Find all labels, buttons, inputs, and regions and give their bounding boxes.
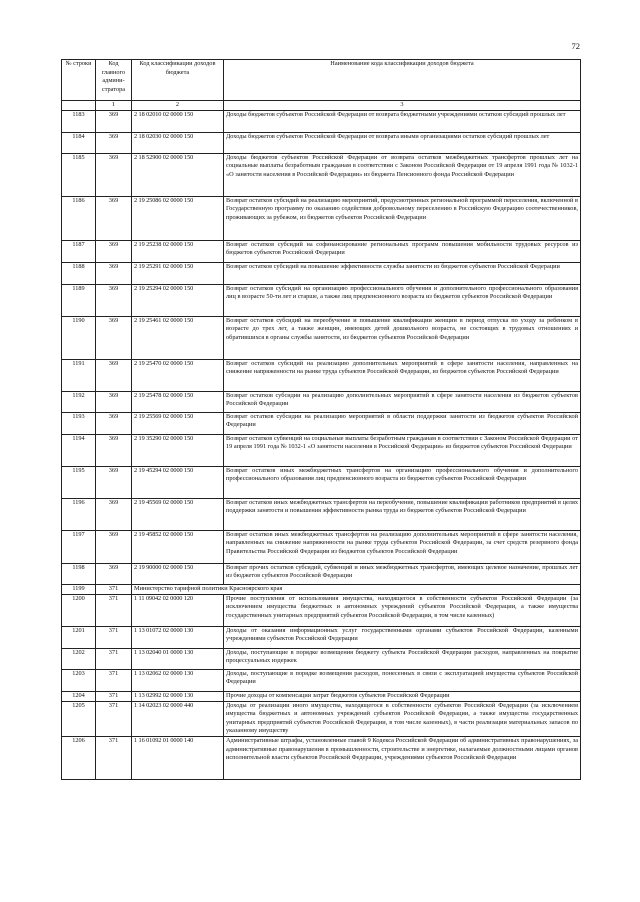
row-number: 1185 (62, 153, 96, 196)
classification-code: 2 19 25569 02 0000 150 (132, 412, 224, 434)
table-row (62, 391, 581, 412)
column-index-row (62, 101, 581, 111)
row-number: 1186 (62, 196, 96, 240)
row-number: 1192 (62, 391, 96, 412)
classification-code: 2 19 25461 02 0000 150 (132, 316, 224, 359)
admin-code: 369 (96, 153, 132, 196)
table-row (62, 701, 581, 736)
table-header-row (62, 60, 581, 101)
header-row-number: № строки (62, 60, 96, 101)
row-number: 1206 (62, 736, 96, 779)
admin-code: 369 (96, 132, 132, 153)
table-row (62, 359, 581, 391)
table-row (62, 648, 581, 669)
column-index: 1 (96, 101, 132, 111)
table-row (62, 530, 581, 563)
classification-name: Возврат остатков субсидий на реализацию дополнительных мероприятий в сфере занятости населения, направленных на снижение напряженности на рынке труда субъектов Российской Федерации, из бюджетов субъектов Российской Федерации (224, 359, 581, 391)
table-row (62, 196, 581, 240)
row-number: 1197 (62, 530, 96, 563)
admin-code: 371 (96, 701, 132, 736)
admin-code: 369 (96, 196, 132, 240)
page-number: 72 (571, 41, 580, 51)
table-row (62, 669, 581, 691)
admin-code: 369 (96, 530, 132, 563)
admin-code: 371 (96, 691, 132, 701)
classification-code: 1 14 02023 02 0000 440 (132, 701, 224, 736)
row-number: 1198 (62, 563, 96, 584)
row-number: 1193 (62, 412, 96, 434)
classification-code: 2 19 25470 02 0000 150 (132, 359, 224, 391)
row-number: 1191 (62, 359, 96, 391)
admin-code: 369 (96, 412, 132, 434)
classification-code: 2 19 45852 02 0000 150 (132, 530, 224, 563)
admin-code: 371 (96, 669, 132, 691)
agency-name: Министерство тарифной политики Красноярского края (132, 584, 581, 594)
classification-code: 2 18 02010 02 0000 150 (132, 110, 224, 132)
admin-code: 371 (96, 736, 132, 779)
classification-code: 2 19 90000 02 0000 150 (132, 563, 224, 584)
row-number: 1183 (62, 110, 96, 132)
row-number: 1196 (62, 498, 96, 530)
classification-code: 2 19 25478 02 0000 150 (132, 391, 224, 412)
row-number: 1200 (62, 594, 96, 626)
row-number: 1199 (62, 584, 96, 594)
header-admin-code: Код главного админи-стратора (96, 60, 132, 101)
row-number: 1204 (62, 691, 96, 701)
table-row (62, 110, 581, 132)
admin-code: 369 (96, 498, 132, 530)
classification-name: Возврат остатков субсидий на реализацию мероприятий, предусмотренных региональной программой переселения, включенной в Государственную программу по оказанию содействия добровольному переселению в Российскую Федерацию соотечественников, проживающих за рубежом, из бюджетов субъектов Российской Федерации (224, 196, 581, 240)
table-body (62, 110, 581, 779)
table-row (62, 153, 581, 196)
classification-code: 1 11 09042 02 0000 120 (132, 594, 224, 626)
header-classification-name: Наименование кода классификации доходов бюджета (224, 60, 581, 101)
row-number: 1187 (62, 240, 96, 262)
table-row (62, 284, 581, 316)
admin-code: 371 (96, 626, 132, 648)
classification-name: Прочие поступления от использования имущества, находящегося в собственности субъектов Российской Федерации (за исключением имущества бюджетных и автономных учреждений субъектов Российской Федерации, а также имущества государственных унитарных предприятий субъектов Российской Федерации, в том числе казенных) (224, 594, 581, 626)
classification-name: Прочие доходы от компенсации затрат бюджетов субъектов Российской Федерации (224, 691, 581, 701)
table-row (62, 262, 581, 284)
table-row (62, 316, 581, 359)
admin-code: 371 (96, 584, 132, 594)
classification-name: Возврат остатков субсидии на реализацию мероприятий в области поддержки занятости из бюджетов субъектов Российской Федерации (224, 412, 581, 434)
classification-name: Возврат остатков субвенций на социальные выплаты безработным гражданам в соответствии с Законом Российской Федерации от 19 апреля 1991 года № 1032-1 «О занятости населения в Российской Федерации» из бюджетов субъектов Российской Федерации (224, 434, 581, 466)
classification-code: 2 19 45569 02 0000 150 (132, 498, 224, 530)
admin-code: 371 (96, 594, 132, 626)
header-classification-code: Код классификации доходов бюджета (132, 60, 224, 101)
classification-code: 1 13 01072 02 0000 130 (132, 626, 224, 648)
table-row (62, 240, 581, 262)
row-number: 1205 (62, 701, 96, 736)
admin-code: 369 (96, 391, 132, 412)
admin-code: 369 (96, 110, 132, 132)
classification-name: Возврат прочих остатков субсидий, субвенций и иных межбюджетных трансфертов, имеющих целевое назначение, прошлых лет из бюджетов субъектов Российской Федерации (224, 563, 581, 584)
table-row (62, 412, 581, 434)
table-row (62, 736, 581, 779)
classification-name: Возврат остатков иных межбюджетных трансфертов на организацию профессионального обучения и дополнительного профессионального образования лиц предпенсионного возраста из бюджетов субъектов Российской Федерации (224, 466, 581, 498)
classification-code: 2 18 52900 02 0000 150 (132, 153, 224, 196)
row-number: 1195 (62, 466, 96, 498)
classification-code: 2 19 35290 02 0000 150 (132, 434, 224, 466)
row-number: 1201 (62, 626, 96, 648)
classification-code: 1 16 01092 01 0000 140 (132, 736, 224, 779)
admin-code: 369 (96, 466, 132, 498)
admin-code: 369 (96, 563, 132, 584)
table-row (62, 132, 581, 153)
classification-code: 1 13 02992 02 0000 130 (132, 691, 224, 701)
budget-classification-table (61, 59, 581, 780)
classification-name: Возврат остатков субсидий на софинансирование региональных программ повышения мобильности трудовых ресурсов из бюджетов субъектов Российской Федерации (224, 240, 581, 262)
admin-code: 371 (96, 648, 132, 669)
classification-name: Доходы от реализации иного имущества, находящегося в собственности субъектов Российской Федерации (за исключением имущества бюджетных и автономных учреждений субъектов Российской Федерации, а также имущества государственных унитарных предприятий субъектов Российской Федерации, в том числе казенных), в части реализации материальных запасов по указанному имуществу (224, 701, 581, 736)
row-number: 1190 (62, 316, 96, 359)
classification-name: Возврат остатков субсидий на повышение эффективности службы занятости из бюджетов субъектов Российской Федерации (224, 262, 581, 284)
admin-code: 369 (96, 284, 132, 316)
row-number: 1202 (62, 648, 96, 669)
admin-code: 369 (96, 262, 132, 284)
classification-name: Доходы бюджетов субъектов Российской Федерации от возврата бюджетными учреждениями остатков субсидий прошлых лет (224, 110, 581, 132)
row-number: 1194 (62, 434, 96, 466)
column-index: 2 (132, 101, 224, 111)
classification-name: Возврат остатков иных межбюджетных трансфертов на реализацию дополнительных мероприятий в сфере занятости населения, направленных на снижение напряженности на рынке труда субъектов Российской Федерации, за счет средств резервного фонда Правительства Российской Федерации из бюджетов субъектов Российской Федерации (224, 530, 581, 563)
classification-code: 1 13 02062 02 0000 130 (132, 669, 224, 691)
table-row (62, 563, 581, 584)
table-row (62, 466, 581, 498)
table-row (62, 498, 581, 530)
classification-name: Доходы бюджетов субъектов Российской Федерации от возврата иными организациями остатков субсидий прошлых лет (224, 132, 581, 153)
classification-code: 2 19 45294 02 0000 150 (132, 466, 224, 498)
row-number: 1184 (62, 132, 96, 153)
classification-code: 2 19 25086 02 0000 150 (132, 196, 224, 240)
row-number: 1203 (62, 669, 96, 691)
classification-name: Административные штрафы, установленные главой 9 Кодекса Российской Федерации об административных правонарушениях, за административные правонарушения в промышленности, строительстве и энергетике, налагаемые должностными лицами органов исполнительной власти субъектов Российской Федерации, учреждениями субъектов Российской Федерации (224, 736, 581, 779)
classification-name: Доходы от оказания информационных услуг государственными органами субъектов Российской Федерации, казенными учреждениями субъектов Российской Федерации (224, 626, 581, 648)
table-row (62, 626, 581, 648)
classification-name: Возврат остатков иных межбюджетных трансфертов на переобучение, повышение квалификации работников предприятий в целях поддержки занятости и повышения эффективности рынка труда из бюджетов субъектов Российской Федерации (224, 498, 581, 530)
classification-code: 2 19 25238 02 0000 150 (132, 240, 224, 262)
table-row (62, 434, 581, 466)
classification-name: Возврат остатков субсидий на переобучение и повышение квалификации женщин в период отпуска по уходу за ребенком в возрасте до трех лет, а также женщин, имеющих детей дошкольного возраста, не состоящих в трудовых отношениях и обратившихся в органы службы занятости, из бюджетов субъектов Российской Федерации (224, 316, 581, 359)
row-number: 1189 (62, 284, 96, 316)
admin-code: 369 (96, 434, 132, 466)
classification-code: 2 19 25291 02 0000 150 (132, 262, 224, 284)
column-index: 3 (224, 101, 581, 111)
classification-code: 2 19 25294 02 0000 150 (132, 284, 224, 316)
classification-name: Возврат остатков субсидии на реализацию дополнительных мероприятий в сфере занятости населения из бюджетов субъектов Российской Федерации (224, 391, 581, 412)
table-row (62, 691, 581, 701)
table-row (62, 594, 581, 626)
admin-code: 369 (96, 359, 132, 391)
classification-code: 2 18 02030 02 0000 150 (132, 132, 224, 153)
classification-name: Доходы, поступающие в порядке возмещения бюджету субъекта Российской Федерации расходов, направленных на покрытие процессуальных издержек (224, 648, 581, 669)
classification-code: 1 13 02040 01 0000 130 (132, 648, 224, 669)
admin-code: 369 (96, 316, 132, 359)
column-index-empty (62, 101, 96, 111)
classification-name: Возврат остатков субсидий на организацию профессионального обучения и дополнительного профессионального образования лиц в возрасте 50-ти лет и старше, а также лиц предпенсионного возраста из бюджетов субъектов Российской Федерации (224, 284, 581, 316)
table-row (62, 584, 581, 594)
admin-code: 369 (96, 240, 132, 262)
classification-name: Доходы бюджетов субъектов Российской Федерации от возврата остатков межбюджетных трансфертов прошлых лет на социальные выплаты безработным гражданам в соответствии с Законом Российской Федерации от 19 апреля 1991 года № 1032-1 «О занятости населения в Российской Федерации» из бюджета Пенсионного фонда Российской Федерации (224, 153, 581, 196)
classification-name: Доходы, поступающие в порядке возмещения расходов, понесенных в связи с эксплуатацией имущества субъектов Российской Федерации (224, 669, 581, 691)
row-number: 1188 (62, 262, 96, 284)
